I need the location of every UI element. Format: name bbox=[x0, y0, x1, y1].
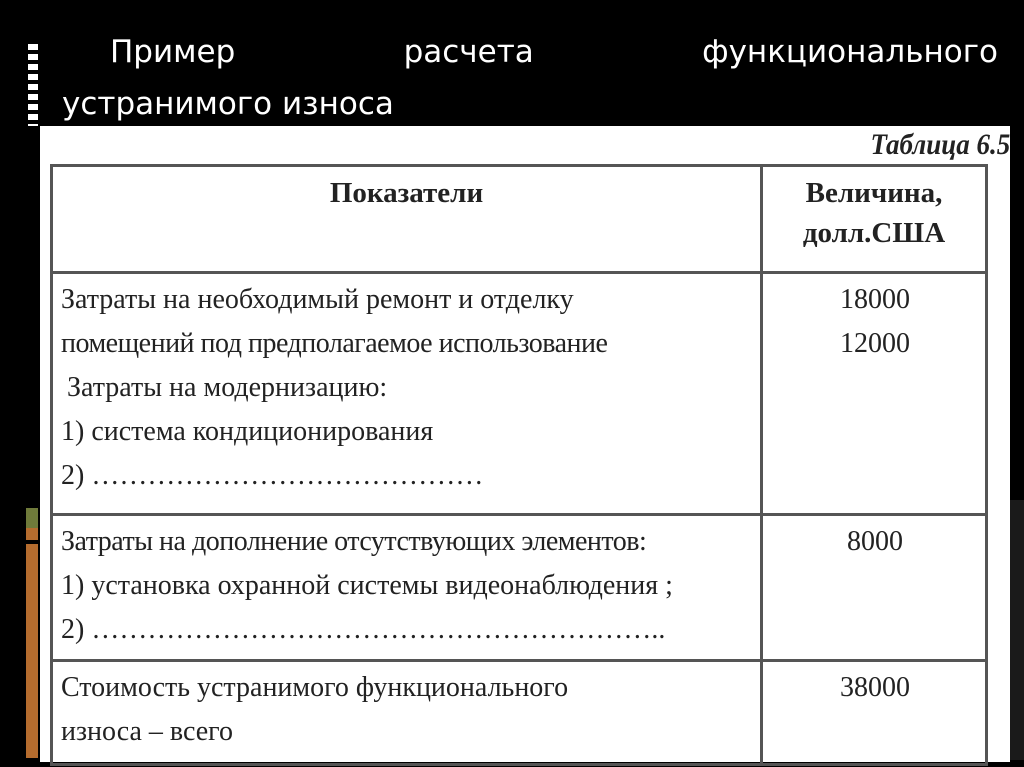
row-3-values bbox=[762, 661, 987, 765]
row-1-line-1: Затраты на необходимый ремонт и отделку bbox=[61, 284, 574, 315]
row-3-description bbox=[52, 661, 762, 765]
title-word-1: Пример bbox=[110, 34, 236, 70]
slide-title bbox=[62, 26, 998, 130]
table-image bbox=[40, 126, 1010, 762]
title-word-2: расчета bbox=[403, 34, 534, 70]
row-3-value-1: 38000 bbox=[840, 672, 910, 703]
decorative-stripe-right bbox=[1010, 500, 1024, 760]
title-word-3: функционального bbox=[702, 34, 998, 70]
title-line-1 bbox=[62, 26, 998, 78]
row-1-description bbox=[52, 273, 762, 515]
row-2-values bbox=[762, 515, 987, 661]
table-row bbox=[52, 661, 987, 765]
row-1-line-4: 1) система кондиционирования bbox=[61, 416, 434, 447]
table-row bbox=[52, 273, 987, 515]
header-indicators bbox=[52, 166, 762, 273]
row-1-value-2: 12000 bbox=[840, 328, 910, 359]
header-value-line2: долл.США bbox=[802, 217, 946, 249]
row-1-line-3: Затраты на модернизацию: bbox=[67, 372, 388, 403]
title-line-2: устранимого износа bbox=[62, 86, 394, 122]
header-value bbox=[762, 166, 987, 273]
decorative-stripe-bottom bbox=[26, 508, 38, 758]
data-table bbox=[50, 164, 988, 766]
header-indicators-label: Показатели bbox=[329, 177, 484, 209]
row-3-line-1: Стоимость устранимого функционального bbox=[61, 672, 569, 703]
table-header-row bbox=[52, 166, 987, 273]
table-row bbox=[52, 515, 987, 661]
row-2-value-1: 8000 bbox=[847, 526, 903, 557]
row-1-values bbox=[762, 273, 987, 515]
decorative-stripe-top bbox=[28, 44, 38, 126]
header-value-line1: Величина, bbox=[805, 177, 943, 209]
row-3-line-2: износа – всего bbox=[61, 716, 233, 747]
row-2-line-2: 1) установка охранной системы видеонаблюдения ; bbox=[61, 570, 673, 601]
row-2-description bbox=[52, 515, 762, 661]
row-1-line-5: 2) …………………………………… bbox=[61, 460, 484, 491]
row-1-line-2: помещений под предполагаемое использование bbox=[61, 328, 608, 359]
row-1-value-1: 18000 bbox=[840, 284, 910, 315]
table-caption: Таблица 6.5 bbox=[870, 128, 1010, 161]
row-2-line-3: 2) …………………………………………………….. bbox=[61, 614, 666, 645]
row-2-line-1: Затраты на дополнение отсутствующих элементов: bbox=[61, 526, 647, 557]
